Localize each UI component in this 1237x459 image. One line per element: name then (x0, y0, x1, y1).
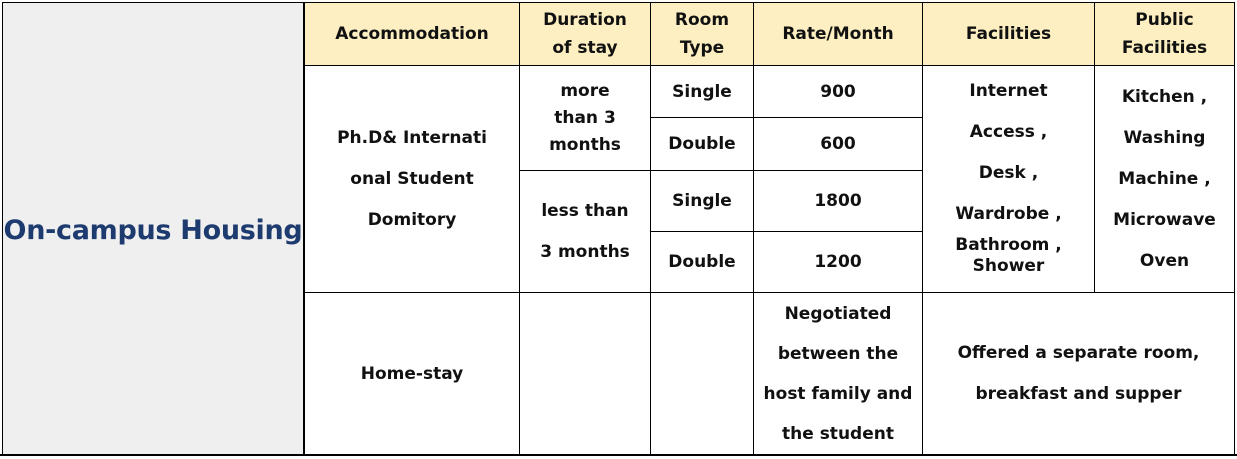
rate-cell: 1200 (754, 232, 923, 293)
rate-cell: 1800 (754, 171, 923, 232)
side-title: On-campus Housing (3, 215, 303, 246)
table-row (305, 66, 1235, 118)
room-type-cell: Double (651, 232, 754, 293)
homestay-offer: Offered a separate room, breakfast and supper (923, 293, 1235, 455)
header-public-facilities: Public Facilities (1095, 3, 1235, 66)
room-type-cell: Single (651, 66, 754, 118)
public-facilities-list: Kitchen , Washing Machine , Microwave Oven (1095, 66, 1235, 293)
header-duration: Duration of stay (520, 3, 651, 66)
header-row (305, 3, 1235, 66)
housing-table (304, 2, 1235, 455)
side-panel (2, 2, 305, 456)
room-type-cell: Double (651, 118, 754, 171)
dormitory-name: Ph.D& Internati onal Student Domitory (305, 66, 520, 293)
header-accommodation: Accommodation (305, 3, 520, 66)
homestay-duration-empty (520, 293, 651, 455)
facilities-list: Internet Access , Desk , Wardrobe , Bathroom , Shower (923, 66, 1095, 293)
header-room-type: Room Type (651, 3, 754, 66)
homestay-rate: Negotiated between the host family and the student (754, 293, 923, 455)
header-facilities: Facilities (923, 3, 1095, 66)
short-stay-duration: less than 3 months (520, 171, 651, 293)
header-rate: Rate/Month (754, 3, 923, 66)
homestay-name: Home-stay (305, 293, 520, 455)
homestay-room-type-empty (651, 293, 754, 455)
rate-cell: 600 (754, 118, 923, 171)
bottom-divider (0, 454, 1237, 456)
rate-cell: 900 (754, 66, 923, 118)
long-stay-duration: more than 3 months (520, 66, 651, 171)
room-type-cell: Single (651, 171, 754, 232)
table-row (305, 293, 1235, 455)
